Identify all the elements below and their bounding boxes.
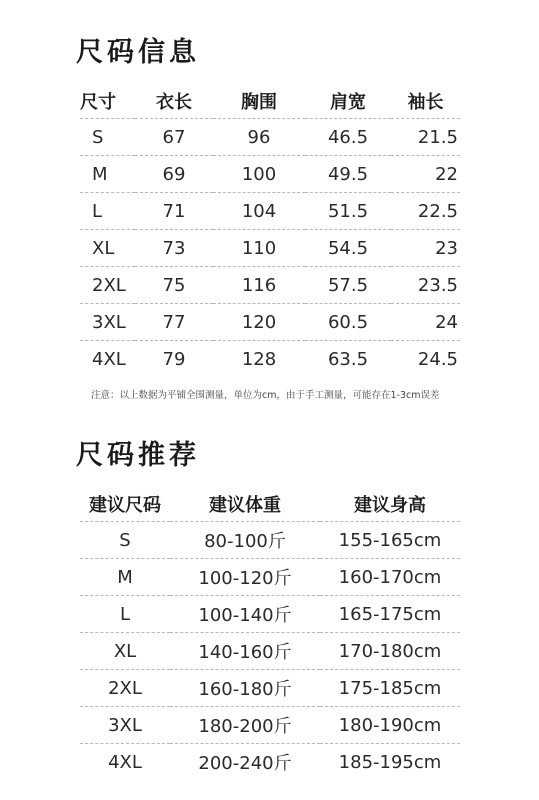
table-cell: 46.5 [305,119,391,156]
table-cell: 4XL [80,341,135,378]
table-cell: 51.5 [305,193,391,230]
table-row [80,230,460,267]
table-row [80,267,460,304]
table-cell: 71 [135,193,213,230]
table-cell: S [80,119,135,156]
table-cell: 116 [213,267,305,304]
table-row [80,744,460,781]
header-shoulder: 肩宽 [330,92,366,113]
header-chest: 胸围 [241,92,277,113]
table-row [80,596,460,633]
size-info-title: 尺码信息 [76,37,200,68]
header-sleeve: 袖长 [407,92,444,113]
table-cell: 24 [391,304,460,341]
table-cell: 79 [135,341,213,378]
table-cell: 120 [213,304,305,341]
header-length: 衣长 [156,92,192,113]
table-cell: 80-100斤 [170,522,320,559]
table-cell: 104 [213,193,305,230]
table-cell: 180-200斤 [170,707,320,744]
table-cell: 100 [213,156,305,193]
table-cell: 160-180斤 [170,670,320,707]
table-cell: 54.5 [305,230,391,267]
table-cell: 22.5 [391,193,460,230]
table-cell: 165-175cm [320,596,460,633]
size-recommend-table [80,487,460,780]
table-cell: 69 [135,156,213,193]
table-cell: 73 [135,230,213,267]
table-row [80,559,460,596]
table-cell: 57.5 [305,267,391,304]
table-cell: 63.5 [305,341,391,378]
table-cell: 49.5 [305,156,391,193]
table-cell: 160-170cm [320,559,460,596]
table-row [80,707,460,744]
table-cell: 23 [391,230,460,267]
table-header-row [80,487,460,522]
table-cell: 128 [213,341,305,378]
table-cell: 23.5 [391,267,460,304]
table-cell: M [80,559,170,596]
table-cell: 21.5 [391,119,460,156]
table-cell: S [80,522,170,559]
table-cell: 67 [135,119,213,156]
table-cell: L [80,596,170,633]
table-cell: 77 [135,304,213,341]
table-cell: 4XL [80,744,170,781]
table-row [80,522,460,559]
table-row [80,156,460,193]
table-cell: 3XL [80,707,170,744]
table-cell: 3XL [80,304,135,341]
table-cell: XL [80,230,135,267]
table-cell: 100-120斤 [170,559,320,596]
header-size: 尺寸 [80,92,116,113]
table-cell: 175-185cm [320,670,460,707]
table-row [80,341,460,378]
table-cell: 155-165cm [320,522,460,559]
table-cell: 2XL [80,267,135,304]
header-recommended-size: 建议尺码 [89,495,161,516]
size-info-table [80,84,460,377]
table-cell: 100-140斤 [170,596,320,633]
table-row [80,304,460,341]
table-cell: 22 [391,156,460,193]
table-cell: 180-190cm [320,707,460,744]
table-cell: 185-195cm [320,744,460,781]
size-recommend-title: 尺码推荐 [76,440,200,471]
table-cell: 170-180cm [320,633,460,670]
table-row [80,193,460,230]
table-cell: 24.5 [391,341,460,378]
measurement-note: 注意：以上数据为平铺全围测量，单位为cm，由于手工测量，可能存在1-3cm误差 [91,390,440,401]
table-cell: 75 [135,267,213,304]
table-cell: 96 [213,119,305,156]
table-cell: M [80,156,135,193]
table-cell: XL [80,633,170,670]
table-cell: 140-160斤 [170,633,320,670]
table-row [80,633,460,670]
header-recommended-weight: 建议体重 [209,495,281,516]
header-recommended-height: 建议身高 [354,495,426,516]
table-cell: 110 [213,230,305,267]
table-cell: 60.5 [305,304,391,341]
table-cell: 2XL [80,670,170,707]
table-row [80,670,460,707]
table-cell: 200-240斤 [170,744,320,781]
table-header-row [80,84,460,119]
table-cell: L [80,193,135,230]
table-row [80,119,460,156]
